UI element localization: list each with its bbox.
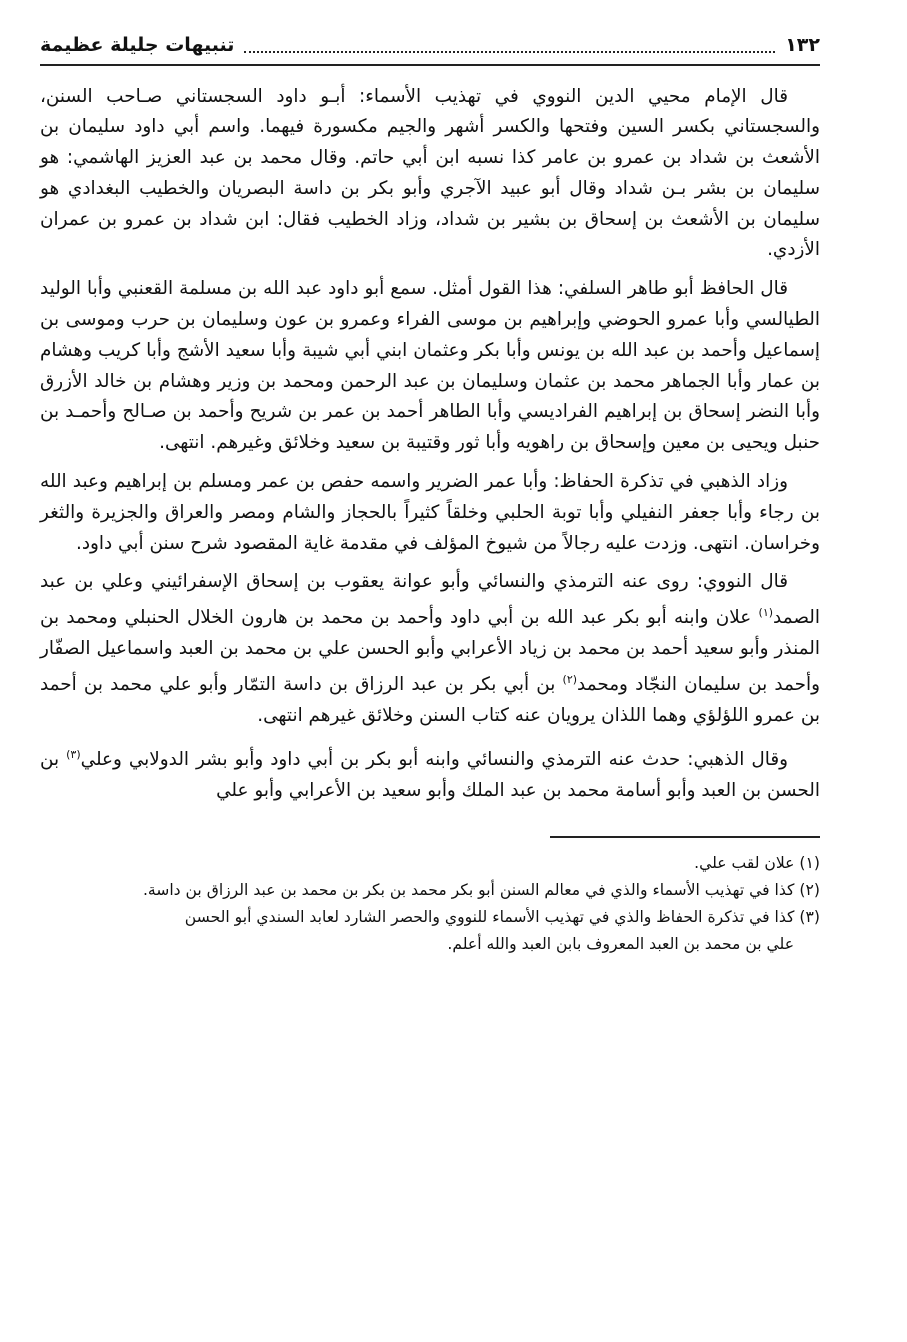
book-page — [40, 28, 820, 1318]
footnote-3: (٣) كذا في تذكرة الحفاظ والذي في تهذيب الأسماء للنووي والحصر الشارد لعابد السندي أبو الحسن — [184, 907, 820, 926]
running-header — [40, 28, 820, 62]
paragraph: قال الإمام محيي الدين النووي في تهذيب الأسماء: أبـو داود السجستاني صـاحب السنن، والسجستاني بكسر السين وفتحها والكسر أشهر والجيم مكسورة فيهما. واسم أبي داود سليمان بن الأشعث بن شداد بن عمرو بن عامر كذا نسبه ابن أبي حاتم. وقال محمد بن عبد العزيز الهاشمي: هو سليمان بن بشر بـن شداد وقال أبو عبيد الآجري وأبو بكر بن داسة البصريان والخطيب البغدادي هو سليمان بن الأشعث بن إسحاق بن بشير بن شداد، وزاد الخطيب فقال: ابن شداد بن عمرو بن عمران الأزدي. — [40, 85, 820, 261]
header-dot-leader — [244, 37, 775, 53]
paragraph: وزاد الذهبي في تذكرة الحفاظ: وأبا عمر الضرير واسمه حفص بن عمر ومسلم بن إبراهيم وعبد الله بن رجاء وأبا جعفر النفيلي وأبا توبة الحلبي وخلقاً كثيراً بالحجاز والشام ومصر والعراق والجزيرة والثغر وخراسان. انتهى. وزدت عليه رجالاً من شيوخ المؤلف في مقدمة غاية المقصود شرح سنن أبي داود. — [40, 471, 820, 554]
paragraph — [40, 567, 820, 731]
main-text — [40, 82, 820, 807]
paragraph-text: قال النووي: روى عنه الترمذي والنسائي وأبو عوانة يعقوب بن إسحاق الإسفرائيني وعلي بن عبد الصمد — [40, 571, 820, 629]
footnote-ref-2[interactable]: (٢) — [562, 672, 578, 686]
paragraph-text: بن أبي بكر بن عبد الرزاق بن داسة التمّار وأبو علي محمد بن أحمد بن عمرو اللؤلؤي وهما اللذان يرويان عنه كتاب السنن وخلائق غيرهم انتهى. — [40, 674, 820, 726]
footnote-1: (١) علان لقب علي. — [694, 853, 820, 872]
paragraph-text: وقال الذهبي: حدث عنه الترمذي والنسائي وابنه أبو بكر بن أبي داود وأبو بشر الدولابي وعلي — [80, 748, 788, 770]
footnote-separator — [550, 836, 820, 837]
header-rule — [40, 64, 820, 66]
paragraph: قال الحافظ أبو طاهر السلفي: هذا القول أمثل. سمع أبو داود عبد الله بن مسلمة القعنبي وأبا الوليد الطيالسي وأبا عمرو الحوضي وإبراهيم بن موسى الفراء وعمرو بن عون وسليمان بن حرب وموسى بن إسماعيل وأحمد بن عبد الله بن يونس وأبا بكر وعثمان ابني أبي شيبة وأبا سعيد الأشج وأبا كريب وهشام بن عمار وأبا الجماهر محمد بن عثمان وسليمان بن عبد الرحمن ومحمد بن وزير وهشام بن خالد الأزرق وأبا النضر إسحاق بن إبراهيم الفراديسي وأبا الطاهر أحمد بن عمر بن شريح وأحمد بن صـالح وأحمـد بن حنبل ويحيى بن معين وإسحاق بن راهويه وأبا ثور وقتيبة بن سعيد وخلائق وغيرهم. انتهى. — [40, 278, 820, 454]
footnote-2: (٢) كذا في تهذيب الأسماء والذي في معالم السنن أبو بكر محمد بن بكر بن محمد بن عبد الرزاق بن داسة. — [142, 880, 820, 899]
paragraph-text: علان وابنه أبو بكر عبد الله بن أبي داود وأحمد بن محمد بن هارون الخلال الحنبلي ومحمد بن المنذر وأبو سعيد أحمد بن محمد بن زياد الأعرابي وأبو الحسن علي بن محمد بن العبد واسماعيل الصفّار وأحمد بن سليمان النجّاد ومحمد — [40, 607, 821, 696]
footnotes — [40, 850, 820, 958]
page-number: ١٣٢ — [785, 34, 820, 56]
paragraph-text: بن الحسن بن العبد وأبو أسامة محمد بن عبد الملك وأبو سعيد بن الأعرابي وأبو علي — [40, 748, 820, 801]
paragraph — [40, 740, 820, 807]
footnote-ref-3[interactable]: (٣) — [66, 747, 81, 761]
footnote-ref-1[interactable]: (١) — [758, 606, 774, 620]
footnote-3-continuation: علي بن محمد بن العبد المعروف بابن العبد والله أعلم. — [447, 934, 794, 953]
book-title: تنبيهات جليلة عظيمة — [40, 34, 235, 56]
